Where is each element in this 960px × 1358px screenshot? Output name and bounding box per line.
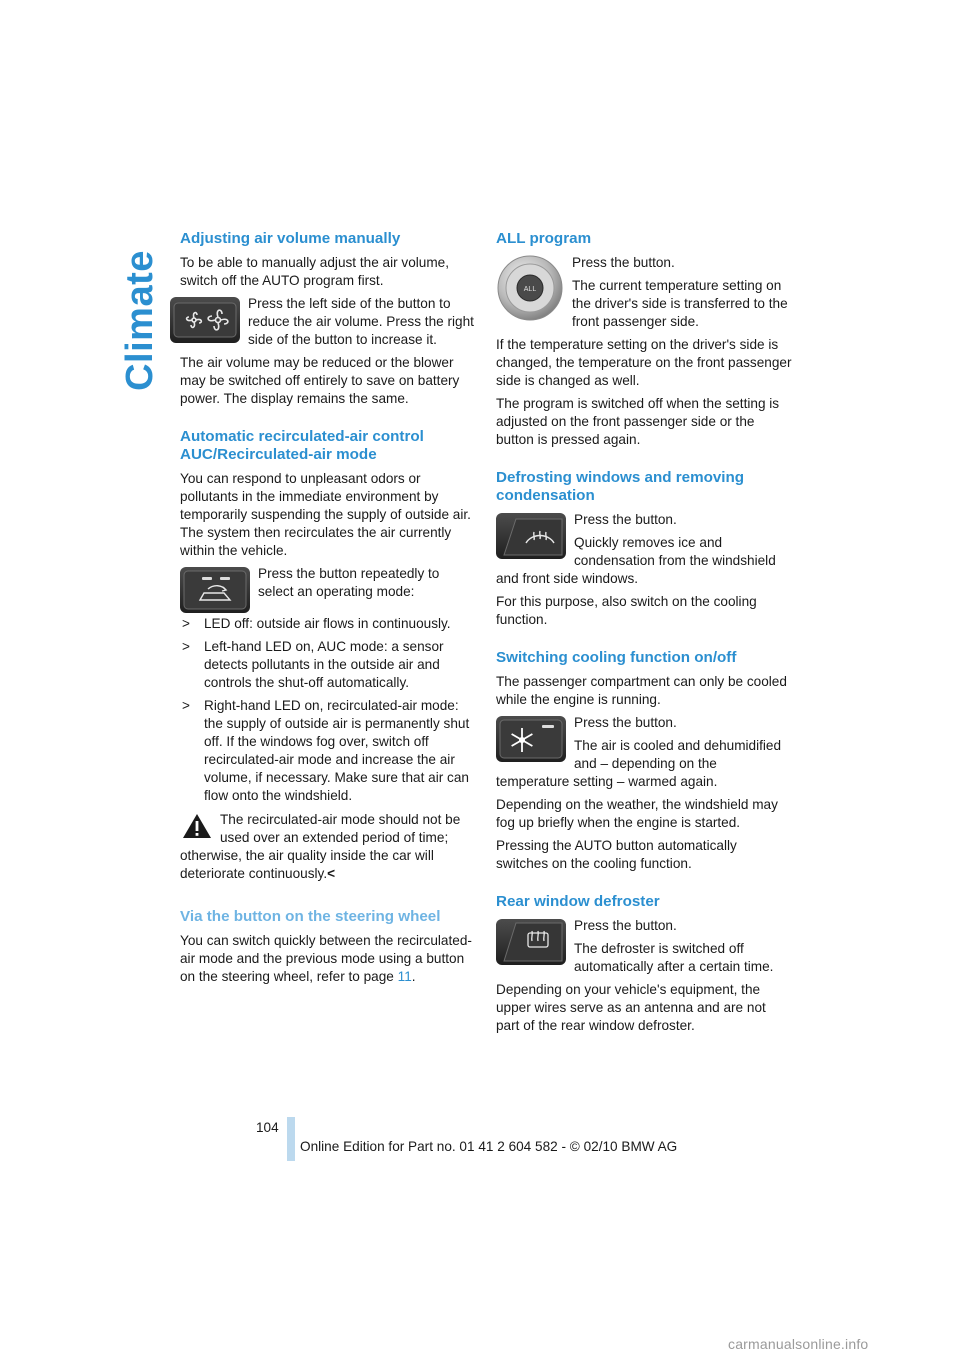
- snowflake-icon: [496, 716, 566, 762]
- list-item-text: Right-hand LED on, recirculated-air mode: the supply of outside air is permanently shut off. If the windows fog over, switch off recirculated-air mode and increase the air volume, if necessary. Make sure that air can flow onto the windshield.: [204, 698, 470, 803]
- fan-icon: [170, 297, 240, 343]
- rear-defroster-instruction: Press the button.: [574, 918, 677, 933]
- recirculation-instruction: Press the button repeatedly to select an operating mode:: [258, 566, 440, 599]
- section-defrost: [496, 469, 792, 629]
- all-button-image: [496, 254, 564, 322]
- rear-defroster-note: Depending on your vehicle's equipment, the upper wires serve as an antenna and are not part of the rear window defroster.: [496, 982, 766, 1033]
- heading-rear-defroster: Rear window defroster: [496, 893, 660, 910]
- page-reference-link[interactable]: 11: [397, 969, 412, 984]
- chapter-side-title: [118, 170, 162, 470]
- air-volume-note: The air volume may be reduced or the blower may be switched off entirely to save on battery power. The display remains the same.: [180, 355, 460, 406]
- recirculation-intro: You can respond to unpleasant odors or pollutants in the immediate environment by temporarily suspending the supply of outside air. The system then recirculates the air currently within the vehicle.: [180, 471, 471, 558]
- all-note-2: The program is switched off when the setting is adjusted on the front passenger side or the button is pressed again.: [496, 396, 780, 447]
- all-instruction: Press the button.: [572, 255, 675, 270]
- air-volume-instruction: Press the left side of the button to reduce the air volume. Press the right side of the button to increase it.: [248, 296, 474, 347]
- warning-icon: [182, 813, 212, 839]
- cooling-intro: The passenger compartment can only be cooled while the engine is running.: [496, 674, 787, 707]
- heading-all-program: ALL program: [496, 230, 592, 247]
- rear-defroster-description: The defroster is switched off automatically after a certain time.: [574, 941, 774, 974]
- page-number: 104: [256, 1120, 279, 1135]
- section-recirculation: [180, 428, 476, 888]
- section-air-volume: [180, 230, 476, 408]
- list-item: [180, 638, 476, 692]
- section-steering-wheel-button: [180, 908, 476, 986]
- heading-defrost: Defrosting windows and removing condensation: [496, 469, 745, 504]
- rear-defroster-button-image: [496, 919, 566, 965]
- cooling-description: The air is cooled and dehumidified and – depending on the temperature setting – warmed again.: [496, 738, 782, 789]
- left-column: [180, 230, 476, 1006]
- list-item-text: Left-hand LED on, AUC mode: a sensor detects pollutants in the outside air and controls the shut-off automatically.: [204, 639, 444, 690]
- warning-text: The recirculated-air mode should not be used over an extended period of time; otherwise, the air quality inside the car will deteriorate continuously.: [180, 812, 461, 881]
- cooling-note-1: Depending on the weather, the windshield may fog up briefly when the engine is started.: [496, 797, 778, 830]
- blower-button-image: [170, 297, 240, 343]
- all-note-1: If the temperature setting on the driver's side is changed, the temperature on the front passenger side is changed as well.: [496, 337, 792, 388]
- end-mark: <: [327, 866, 336, 881]
- right-column: [496, 230, 792, 1055]
- warning-note: [180, 811, 476, 888]
- chapter-side-title-text: Climate: [118, 249, 161, 391]
- defrost-note: For this purpose, also switch on the cooling function.: [496, 594, 757, 627]
- all-knob-label: ALL: [523, 286, 537, 293]
- windshield-defrost-icon: [496, 513, 566, 559]
- section-all-program: [496, 230, 792, 449]
- cooling-note-2: Pressing the AUTO button automatically switches on the cooling function.: [496, 838, 737, 871]
- defrost-button-image: [496, 513, 566, 559]
- air-volume-intro: To be able to manually adjust the air volume, switch off the AUTO program first.: [180, 255, 450, 288]
- footer-accent-bar: [287, 1117, 295, 1161]
- defrost-description: Quickly removes ice and condensation from the windshield and front side windows.: [496, 535, 776, 586]
- watermark: carmanualsonline.info: [728, 1336, 869, 1352]
- bullet-marker: >: [182, 616, 190, 631]
- heading-air-volume: Adjusting air volume manually: [180, 230, 401, 247]
- cooling-button-image: [496, 716, 566, 762]
- heading-cooling: Switching cooling function on/off: [496, 649, 737, 666]
- list-item: [180, 615, 476, 633]
- cooling-instruction: Press the button.: [574, 715, 677, 730]
- all-description: The current temperature setting on the driver's side is transferred to the front passenger side.: [572, 278, 788, 329]
- bullet-marker: >: [182, 698, 190, 713]
- list-item: [180, 697, 476, 805]
- footer-edition-text: Online Edition for Part no. 01 41 2 604 582 - © 02/10 BMW AG: [300, 1139, 678, 1154]
- defrost-instruction: Press the button.: [574, 512, 677, 527]
- list-item-text: LED off: outside air flows in continuously.: [204, 616, 451, 631]
- rear-window-defrost-icon: [496, 919, 566, 965]
- sentence-end: .: [411, 969, 416, 984]
- recirculation-icon: [180, 567, 250, 613]
- heading-recirculation: Automatic recirculated-air control AUC/Recirculated-air mode: [180, 428, 424, 463]
- all-knob-icon: [496, 254, 564, 322]
- steering-wheel-text: You can switch quickly between the recirculated-air mode and the previous mode using a button on the steering wheel, refer to page: [180, 933, 472, 984]
- recirculation-button-image: [180, 567, 250, 613]
- heading-steering-wheel-button: Via the button on the steering wheel: [180, 908, 441, 925]
- section-cooling: [496, 649, 792, 873]
- recirculation-modes-list: [180, 615, 476, 805]
- bullet-marker: >: [182, 639, 190, 654]
- section-rear-defroster: [496, 893, 792, 1035]
